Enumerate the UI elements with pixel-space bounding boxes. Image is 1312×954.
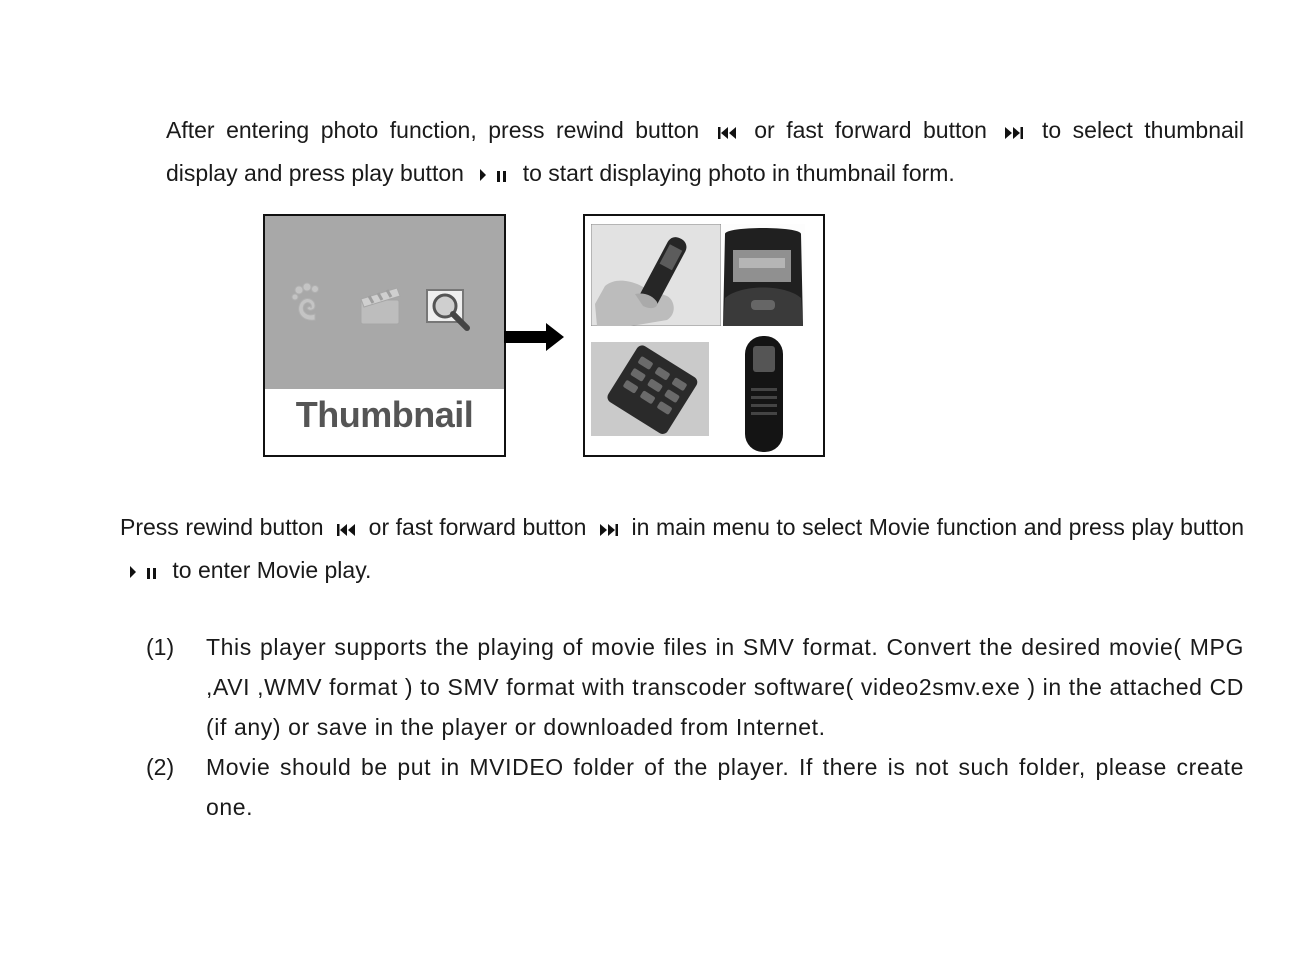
movie-notes-list bbox=[146, 627, 1244, 827]
list-text: This player supports the playing of movie files in SMV format. Convert the desired movie( MPG ,AVI ,WMV format ) to SMV format with transcoder software( video2smv.exe ) in the attached CD (if any) or save in the player or downloaded from Internet. bbox=[206, 634, 1244, 740]
fast-forward-icon bbox=[1004, 113, 1024, 153]
photo-text-3: to select thumbnail display and press play button bbox=[166, 117, 1244, 186]
photo-text-1: After entering photo function, press rewind button bbox=[166, 117, 700, 143]
play-pause-icon bbox=[476, 156, 510, 196]
rewind-icon bbox=[336, 510, 356, 550]
play-pause-icon bbox=[126, 553, 160, 593]
thumbnail-label: Thumbnail bbox=[295, 394, 474, 435]
menu-icon-area bbox=[265, 216, 504, 389]
clapperboard-icon bbox=[357, 282, 405, 333]
gnome-icon bbox=[287, 280, 333, 331]
movie-instructions bbox=[120, 507, 1244, 593]
movie-text-1: Press rewind button bbox=[120, 514, 324, 540]
phone-screen-photo bbox=[721, 224, 805, 331]
phone-standing-photo bbox=[741, 334, 787, 459]
phone-in-hand-photo bbox=[591, 224, 721, 331]
list-number: (2) bbox=[146, 754, 175, 780]
right-arrow-icon bbox=[504, 321, 566, 358]
magnifier-icon bbox=[425, 288, 473, 339]
photo-instructions bbox=[166, 110, 1244, 196]
list-number: (1) bbox=[146, 634, 175, 660]
phone-keypad-photo bbox=[591, 342, 709, 441]
movie-text-3: in main menu to select Movie function and press play button bbox=[631, 514, 1245, 540]
movie-text-2: or fast forward button bbox=[368, 514, 587, 540]
thumbnail-menu-screen bbox=[263, 214, 506, 457]
fast-forward-icon bbox=[599, 510, 619, 550]
rewind-icon bbox=[717, 113, 737, 153]
photo-text-2: or fast forward button bbox=[754, 117, 987, 143]
movie-text-4: to enter Movie play. bbox=[172, 557, 372, 583]
list-item bbox=[146, 747, 1244, 827]
photo-text-4: to start displaying photo in thumbnail form. bbox=[522, 160, 955, 186]
list-item bbox=[146, 627, 1244, 747]
thumbnail-grid-screen bbox=[583, 214, 825, 457]
list-text: Movie should be put in MVIDEO folder of the player. If there is not such folder, please create one. bbox=[206, 754, 1244, 820]
